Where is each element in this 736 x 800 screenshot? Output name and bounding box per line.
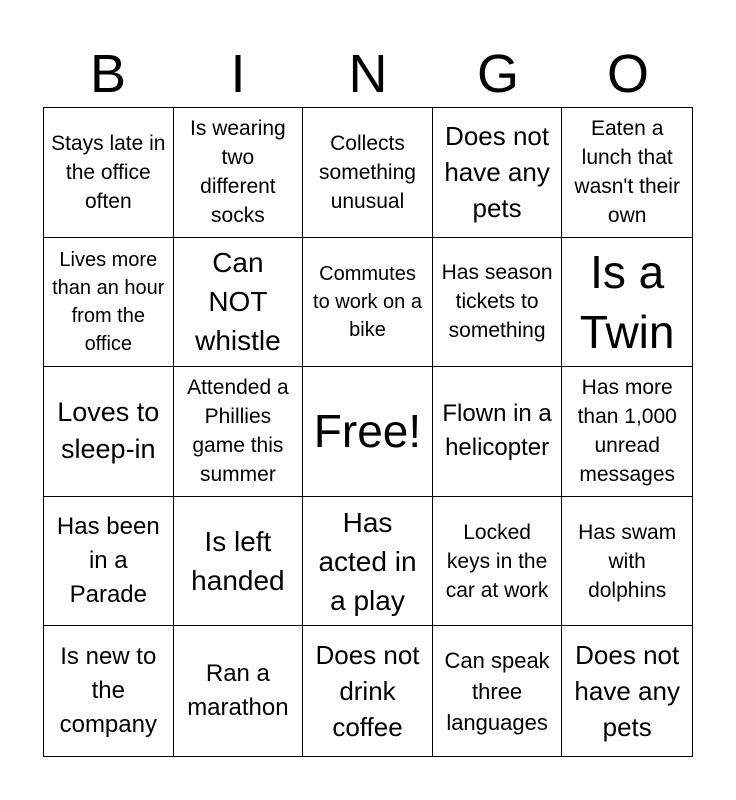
header-letter-g: G xyxy=(476,44,519,104)
cell-text: Commutes to work on a bike xyxy=(313,262,422,341)
cell-text: Has season tickets to something xyxy=(441,261,553,343)
bingo-cell-1-1 xyxy=(44,108,174,238)
bingo-cell-3-4 xyxy=(433,367,563,497)
cell-text: Can NOT whistle xyxy=(195,247,281,357)
bingo-cell-1-2 xyxy=(174,108,304,238)
bingo-header xyxy=(43,40,693,108)
bingo-cell-5-4 xyxy=(433,626,563,756)
bingo-cell-3-3 xyxy=(303,367,433,497)
bingo-cell-5-1 xyxy=(44,626,174,756)
bingo-cell-1-3 xyxy=(303,108,433,238)
bingo-cell-4-2 xyxy=(174,497,304,627)
cell-text: Locked keys in the car at work xyxy=(445,520,549,602)
cell-text: Has acted in a play xyxy=(318,506,417,616)
bingo-cell-4-3 xyxy=(303,497,433,627)
cell-text: Eaten a lunch that wasn't their own xyxy=(574,117,680,228)
bingo-cell-5-2 xyxy=(174,626,304,756)
cell-text: Has more than 1,000 unread messages xyxy=(577,376,677,487)
cell-text: Is wearing two different socks xyxy=(190,117,286,228)
bingo-cell-4-4 xyxy=(433,497,563,627)
header-letter-i: I xyxy=(230,44,246,104)
cell-text: Is left handed xyxy=(191,526,285,597)
cell-text: Stays late in the office often xyxy=(51,131,166,213)
cell-text: Does not drink coffee xyxy=(315,640,420,743)
bingo-cell-3-1 xyxy=(44,367,174,497)
bingo-cell-2-2 xyxy=(174,238,304,368)
bingo-cell-4-1 xyxy=(44,497,174,627)
cell-text: Has been in a Parade xyxy=(56,513,160,609)
bingo-cell-5-5 xyxy=(562,626,692,756)
bingo-cell-3-2 xyxy=(174,367,304,497)
free-space: Free! xyxy=(313,405,422,458)
cell-text: Does not have any pets xyxy=(574,640,680,743)
cell-text: Is new to the company xyxy=(59,643,157,739)
bingo-cell-2-1 xyxy=(44,238,174,368)
bingo-cell-1-5 xyxy=(562,108,692,238)
bingo-cell-2-3 xyxy=(303,238,433,368)
cell-text: Ran a marathon xyxy=(187,660,289,722)
cell-text: Loves to sleep-in xyxy=(57,397,160,465)
bingo-cell-3-5 xyxy=(562,367,692,497)
cell-text: Collects something unusual xyxy=(319,131,416,213)
bingo-cell-2-5 xyxy=(562,238,692,368)
cell-text: Has swam with dolphins xyxy=(578,520,677,602)
cell-text: Lives more than an hour from the office xyxy=(52,248,165,355)
cell-text: Can speak three languages xyxy=(444,647,550,735)
cell-text: Flown in a helicopter xyxy=(442,400,552,462)
cell-text: Is a Twin xyxy=(579,245,675,358)
bingo-cell-1-4 xyxy=(433,108,563,238)
cell-text: Does not have any pets xyxy=(444,121,550,224)
bingo-cell-4-5 xyxy=(562,497,692,627)
bingo-cell-2-4 xyxy=(433,238,563,368)
header-letter-b: B xyxy=(89,44,127,104)
header-letter-o: O xyxy=(606,44,649,104)
cell-text: Attended a Phillies game this summer xyxy=(187,376,289,487)
bingo-cell-5-3 xyxy=(303,626,433,756)
bingo-board xyxy=(43,107,693,757)
header-letter-n: N xyxy=(348,44,388,104)
